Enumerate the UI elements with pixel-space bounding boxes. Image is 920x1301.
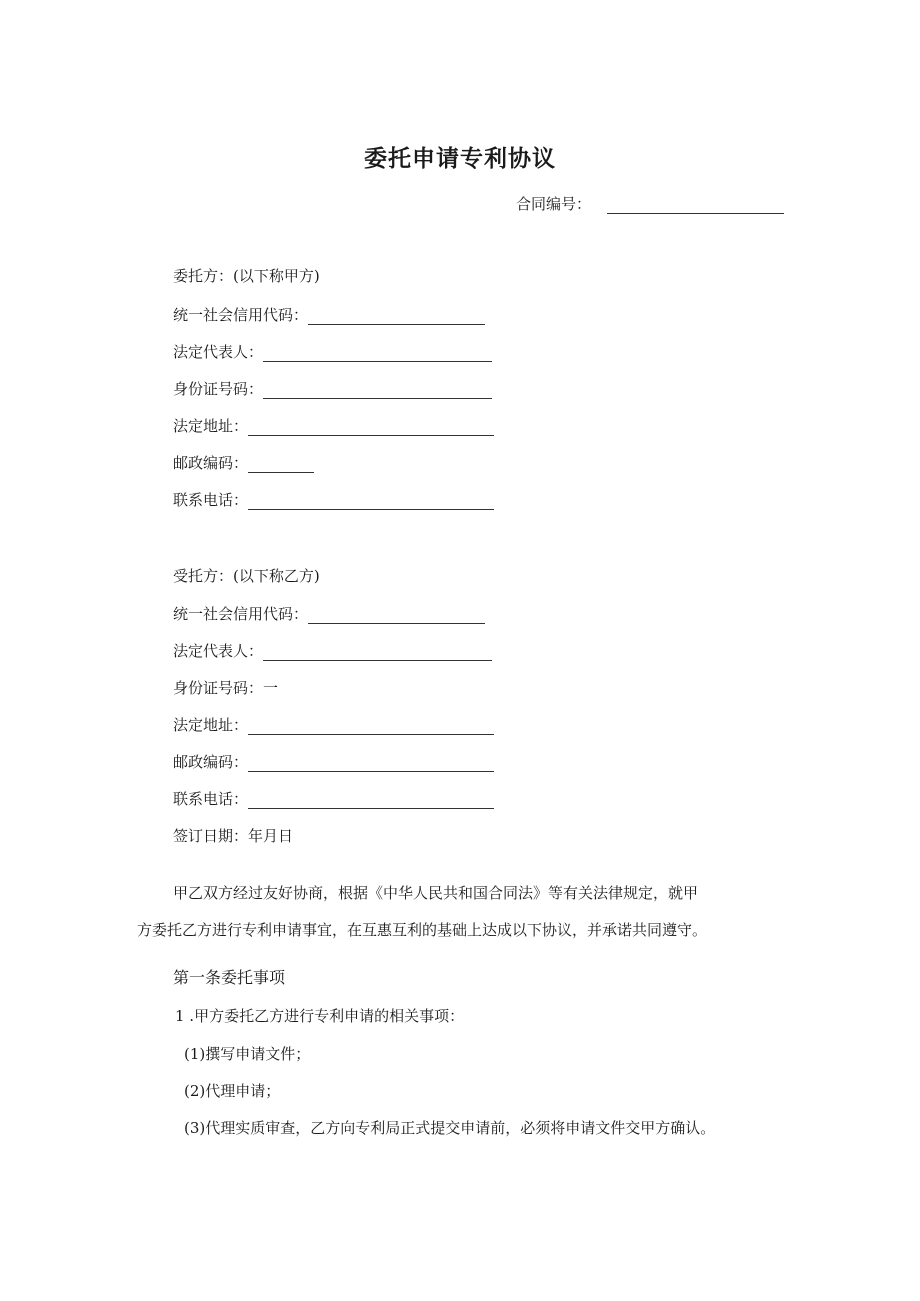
party-a-credit-code-blank[interactable] (308, 310, 485, 325)
sign-date-text: 签订日期：年月日 (173, 827, 294, 845)
party-a-legal-rep-row (173, 342, 492, 362)
party-b-address-row (173, 715, 494, 735)
party-a-legal-rep-label: 法定代表人： (173, 343, 264, 361)
party-a-heading-text: 委托方：(以下称甲方) (173, 267, 320, 285)
article-1-heading: 第一条委托事项 (173, 968, 286, 987)
party-a-heading (173, 266, 320, 286)
party-b-legal-rep-label: 法定代表人： (173, 642, 264, 660)
party-a-id-blank[interactable] (263, 384, 492, 399)
party-a-address-blank[interactable] (248, 421, 494, 436)
contract-number-label: 合同编号： (516, 195, 592, 213)
party-b-phone-blank[interactable] (248, 794, 494, 809)
intro-line-2: 方委托乙方进行专利申请事宜，在互惠互利的基础上达成以下协议，并承诺共同遵守。 (137, 921, 708, 939)
intro-line-1: 甲乙双方经过友好协商，根据《中华人民共和国合同法》等有关法律规定，就甲 (173, 884, 699, 902)
party-a-credit-code-label: 统一社会信用代码： (173, 306, 309, 324)
party-b-heading (173, 566, 320, 586)
party-a-address-row (173, 416, 494, 436)
party-a-phone-label: 联系电话： (173, 491, 249, 509)
party-a-id-label: 身份证号码： (173, 380, 264, 398)
party-a-phone-row (173, 490, 494, 510)
party-b-heading-text: 受托方：(以下称乙方) (173, 567, 320, 585)
party-b-phone-row (173, 789, 494, 809)
party-b-id-label: 身份证号码：一 (173, 679, 279, 697)
party-b-address-blank[interactable] (248, 720, 494, 735)
party-b-address-label: 法定地址： (173, 716, 249, 734)
article-1-sub-3: (3)代理实质审查，乙方向专利局正式提交申请前，必须将申请文件交甲方确认。 (184, 1119, 716, 1137)
party-a-address-label: 法定地址： (173, 417, 249, 435)
article-1-sub-1: (1)撰写申请文件； (184, 1045, 311, 1063)
document-title: 委托申请专利协议 (364, 146, 556, 172)
contract-number-field (516, 193, 784, 214)
party-a-postal-label: 邮政编码： (173, 454, 249, 472)
sign-date-row (173, 826, 293, 846)
party-b-postal-label: 邮政编码： (173, 753, 249, 771)
party-a-credit-code-row (173, 305, 485, 325)
party-a-id-row (173, 379, 492, 399)
party-b-legal-rep-row (173, 641, 492, 661)
party-b-credit-code-row (173, 604, 485, 624)
party-a-postal-blank[interactable] (248, 458, 314, 473)
party-a-phone-blank[interactable] (248, 495, 494, 510)
party-b-legal-rep-blank[interactable] (263, 646, 492, 661)
party-b-credit-code-label: 统一社会信用代码： (173, 605, 309, 623)
party-b-postal-blank[interactable] (248, 757, 494, 772)
party-b-postal-row (173, 752, 494, 772)
article-1-sub-2: (2)代理申请； (184, 1082, 281, 1100)
party-b-phone-label: 联系电话： (173, 790, 249, 808)
party-a-postal-row (173, 453, 314, 473)
party-a-legal-rep-blank[interactable] (263, 347, 492, 362)
contract-number-blank[interactable] (607, 199, 784, 214)
party-b-credit-code-blank[interactable] (308, 609, 485, 624)
article-1-item-1: 1 .甲方委托乙方进行专利申请的相关事项： (175, 1007, 465, 1025)
party-b-id-row (173, 678, 278, 698)
